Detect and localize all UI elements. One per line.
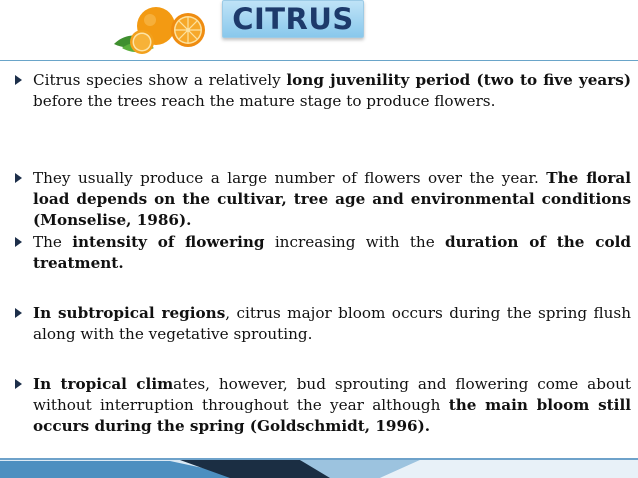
bullet-arrow-icon (12, 377, 24, 391)
title-banner (222, 0, 364, 38)
bullet-text-bold-run: duration of the cold treatment. (33, 233, 631, 272)
bullet-text-bold-run: long juvenility period (two to five years) (286, 71, 632, 89)
bullet-list (0, 62, 638, 458)
bullet-text-bold-run: The floral load depends on the cultivar, tree age and environmental conditions (Monselise, 1986). (33, 169, 631, 229)
bullet-arrow-icon (12, 235, 24, 249)
bullet-text (33, 70, 631, 112)
bullet-text-run: Citrus species show a relatively (33, 71, 287, 89)
bullet-text (33, 168, 631, 231)
bullet-text-run: ates, however, bud sprouting and flowering come about without interruption throughout the year although (33, 375, 631, 414)
header-divider (0, 60, 638, 61)
bullet-text (33, 232, 631, 274)
bullet-arrow-icon (12, 73, 24, 87)
bullet-arrow-icon (12, 306, 24, 320)
bullet-text-run: before the trees reach the mature stage to produce flowers. (33, 92, 496, 110)
footer-decoration (0, 458, 638, 478)
bullet-text-bold-run: In subtropical regions (33, 304, 226, 322)
bullet-text-run: , citrus major bloom occurs during the spring flush along with the vegetative sprouting. (33, 304, 631, 343)
bullet-text-run: increasing with the (264, 233, 446, 251)
bullet-arrow-icon (12, 171, 24, 185)
slide-header (0, 0, 638, 64)
bullet-text-run: The (33, 233, 73, 251)
orange-slices-icon (112, 4, 218, 56)
bullet-text-bold-run: In tropical clim (33, 375, 174, 393)
slide-title: CITRUS (232, 2, 354, 36)
bullet-text (33, 303, 631, 345)
bullet-text-run: They usually produce a large number of flowers over the year. (33, 169, 547, 187)
bullet-text (33, 374, 631, 437)
bullet-text-bold-run: the main bloom still occurs during the spring (Goldschmidt, 1996). (33, 396, 631, 435)
bullet-text-bold-run: intensity of flowering (72, 233, 265, 251)
